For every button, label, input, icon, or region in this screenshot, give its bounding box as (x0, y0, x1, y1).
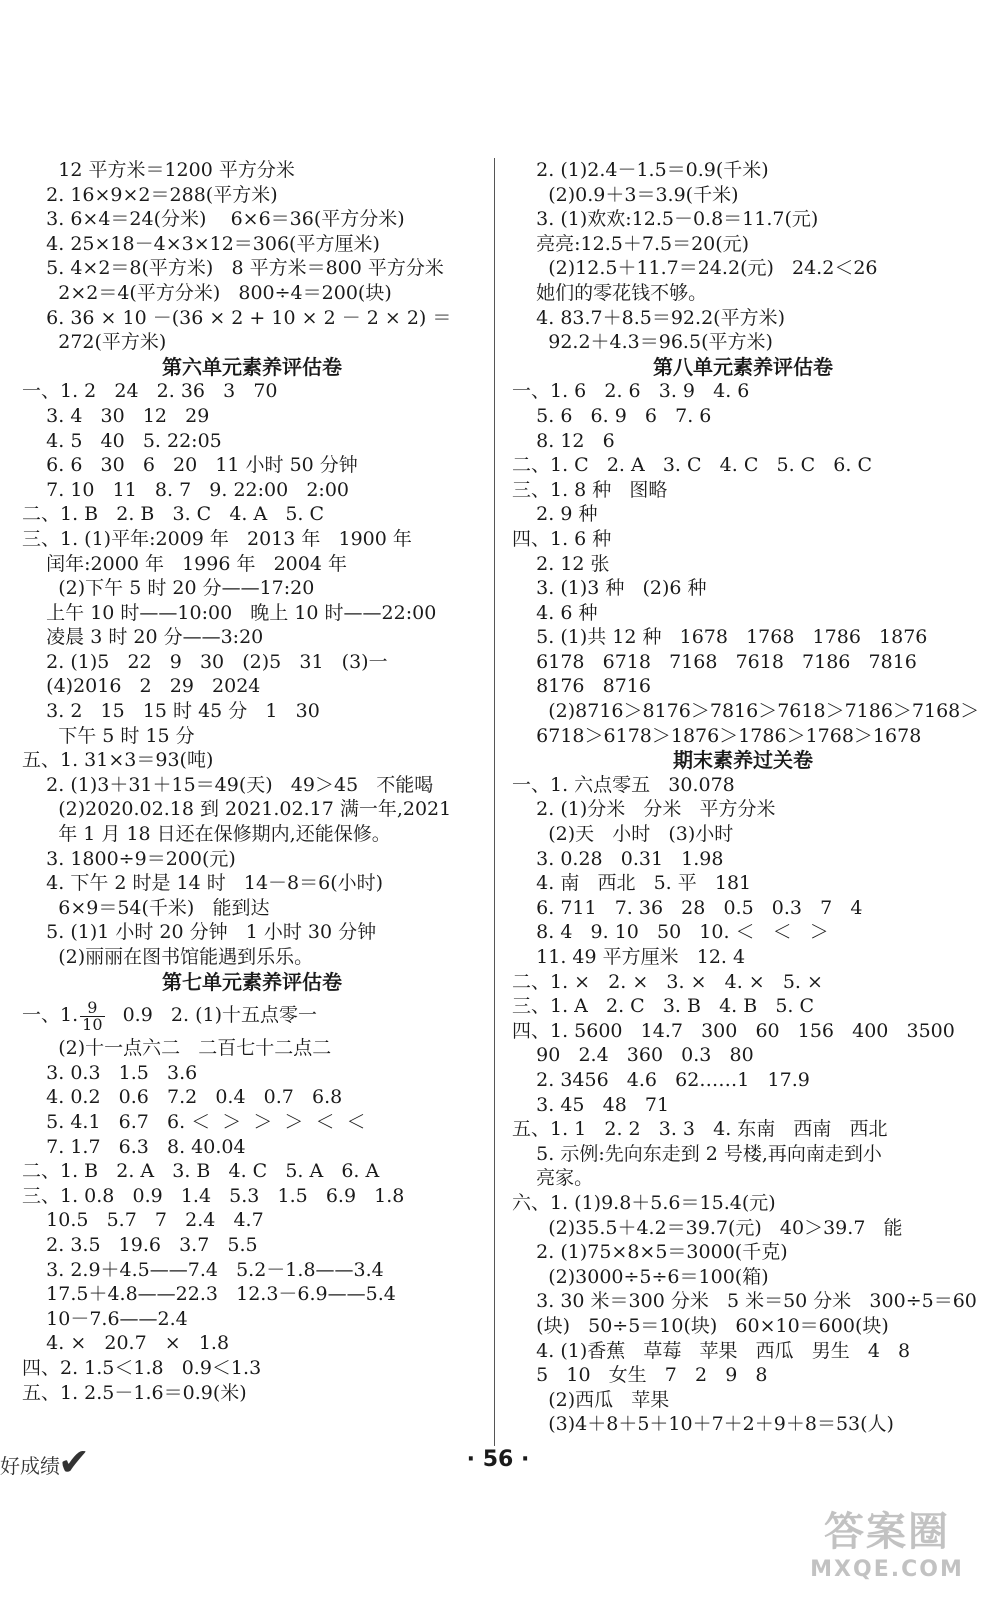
answer-line: 8. 12 6 (512, 429, 615, 452)
fraction-line-suffix: 0.9 2. (1)十五点零一 (110, 1004, 317, 1027)
section-title: 第六单元素养评估卷 (162, 354, 342, 379)
answer-line: (2)8716＞8176＞7816＞7618＞7186＞7168＞ (512, 700, 980, 723)
answer-line: 5. (1)1 小时 20 分钟 1 小时 30 分钟 (22, 921, 377, 944)
watermark-url: MXQE.COM (810, 1557, 964, 1582)
answer-line: 8. 4 9. 10 50 10. ＜ ＜ ＞ (512, 921, 829, 944)
answer-line: 四、1. 5600 14.7 300 60 156 400 3500 (512, 1019, 955, 1042)
answer-line: 3. 6×4＝24(分米) 6×6＝36(平方分米) (22, 208, 405, 231)
section-title: 期末素养过关卷 (673, 748, 813, 773)
answer-line: 5. 6 6. 9 6 7. 6 (512, 404, 712, 427)
page-number: · 56 · (466, 1447, 530, 1472)
answer-line: 2. (1)2.4－1.5＝0.9(千米) (512, 159, 769, 181)
answer-line: 五、1. 31×3＝93(吨) (22, 749, 214, 772)
answer-line: 5. (1)共 12 种 1678 1768 1786 1876 (512, 626, 928, 649)
answer-line: (2)天 小时 (3)小时 (512, 823, 734, 846)
answer-line: 三、1. 8 种 图略 (512, 478, 668, 501)
fraction-line-prefix: 一、1. (22, 1004, 79, 1027)
answer-line: 3. (1)3 种 (2)6 种 (512, 577, 707, 600)
answer-line: 2. (1)5 22 9 30 (2)5 31 (3)一 (22, 650, 388, 673)
answer-line: 4. 6 种 (512, 601, 598, 624)
answer-line: 三、1. A 2. C 3. B 4. B 5. C (512, 995, 815, 1018)
column-divider (494, 158, 495, 1446)
answer-line: 亮亮:12.5＋7.5＝20(元) (512, 232, 750, 255)
answer-line: 5. 示例:先向东走到 2 号楼,再向南走到小 (512, 1142, 882, 1165)
answer-line: 6. 711 7. 36 28 0.5 0.3 7 4 (512, 896, 863, 919)
answer-line: 7. 1.7 6.3 8. 40.04 (22, 1135, 246, 1158)
answer-line: 四、1. 6 种 (512, 527, 612, 550)
answer-line: (2)12.5＋11.7＝24.2(元) 24.2＜26 (512, 257, 878, 280)
answer-line: 11. 49 平方厘米 12. 4 (512, 946, 746, 968)
answer-line: 2×2＝4(平方分米) 800÷4＝200(块) (22, 281, 392, 304)
answer-line: 2. (1)75×8×5＝3000(千克) (512, 1241, 788, 1264)
answer-line: 一、1. 六点零五 30.078 (512, 773, 735, 796)
answer-line: 凌晨 3 时 20 分——3:20 (22, 626, 264, 649)
answer-line: 3. 0.3 1.5 3.6 (22, 1061, 198, 1084)
answer-line: 5. 4×2＝8(平方米) 8 平方米＝800 平方分米 (22, 257, 444, 280)
answer-line: 3. 2.9＋4.5——7.4 5.2－1.8——3.4 (22, 1258, 384, 1281)
answer-line: 年 1 月 18 日还在保修期内,还能保修。 (22, 823, 391, 846)
right-column (512, 158, 980, 1437)
answer-line: 六、1. (1)9.8＋5.6＝15.4(元) (512, 1191, 776, 1214)
answer-line: 272(平方米) (22, 331, 167, 354)
answer-line: 三、1. (1)平年:2009 年 2013 年 1900 年 (22, 527, 412, 550)
answer-line: (2)下午 5 时 20 分——17:20 (22, 577, 315, 600)
answer-line: 4. 下午 2 时是 14 时 14－8＝6(小时) (22, 872, 384, 895)
answer-line: 10.5 5.7 7 2.4 4.7 (22, 1209, 264, 1232)
answer-line: (2)西瓜 苹果 (512, 1388, 670, 1411)
answer-line: 10－7.6——2.4 (22, 1307, 188, 1330)
fraction-denominator: 10 (82, 1014, 103, 1034)
section-title: 第八单元素养评估卷 (653, 354, 833, 379)
answer-line: 3. 4 30 12 29 (22, 404, 210, 427)
section-title: 第七单元素养评估卷 (162, 969, 342, 994)
answer-line: 92.2＋4.3＝96.5(平方米) (512, 331, 773, 354)
answer-line: 12 平方米＝1200 平方分米 (22, 159, 295, 181)
fraction (80, 997, 104, 1034)
answer-line: 4. 25×18－4×3×12＝306(平方厘米) (22, 232, 380, 255)
answer-line: 17.5＋4.8——22.3 12.3－6.9——5.4 (22, 1283, 396, 1306)
answer-line: 四、2. 1.5＜1.8 0.9＜1.3 (22, 1356, 262, 1379)
left-column (22, 158, 482, 1405)
answer-line: 4. 南 西北 5. 平 181 (512, 872, 752, 895)
answer-line: 二、1. C 2. A 3. C 4. C 5. C 6. C (512, 454, 873, 477)
answer-line: 五、1. 2.5－1.6＝0.9(米) (22, 1381, 247, 1404)
answer-line: 3. 1800÷9＝200(元) (22, 847, 236, 870)
answer-line: 2. 3.5 19.6 3.7 5.5 (22, 1233, 258, 1256)
answer-line: 6×9＝54(千米) 能到达 (22, 896, 270, 919)
answer-line: 6718＞6178＞1876＞1786＞1768＞1678 (512, 724, 922, 747)
answer-line: 3. 30 米＝300 分米 5 米＝50 分米 300÷5＝60 (512, 1290, 977, 1313)
answer-line: 二、1. B 2. A 3. B 4. C 5. A 6. A (22, 1160, 380, 1183)
answer-line: 3. 2 15 15 时 45 分 1 30 (22, 700, 320, 723)
answer-line: (2)2020.02.18 到 2021.02.17 满一年,2021 (22, 798, 452, 821)
answer-line: 五、1. 1 2. 2 3. 3 4. 东南 西南 西北 (512, 1118, 888, 1141)
answer-line: 8176 8716 (512, 675, 651, 698)
answer-line: (4)2016 2 29 2024 (22, 675, 261, 698)
fraction-numerator: 9 (80, 1000, 104, 1017)
answer-line: 一、1. 6 2. 6 3. 9 4. 6 (512, 380, 750, 403)
answer-line: 闰年:2000 年 1996 年 2004 年 (22, 552, 347, 575)
answer-line: (2)十一点六二 二百七十二点二 (22, 1037, 332, 1060)
answer-line: (3)4＋8＋5＋10＋7＋2＋9＋8＝53(人) (512, 1413, 894, 1436)
answer-line: 4. × 20.7 × 1.8 (22, 1332, 230, 1355)
answer-line: 下午 5 时 15 分 (22, 724, 195, 747)
answer-line: 6. 36 × 10 －(36 × 2 + 10 × 2 － 2 × 2) ＝ (22, 306, 452, 329)
answer-line: 3. 45 48 71 (512, 1093, 670, 1116)
answer-line: 6178 6718 7168 7618 7186 7816 (512, 650, 917, 673)
answer-line: 2. (1)分米 分米 平方分米 (512, 798, 776, 821)
answer-line: 4. (1)香蕉 草莓 苹果 西瓜 男生 4 8 (512, 1339, 911, 1362)
answer-line: (2)0.9＋3＝3.9(千米) (512, 183, 739, 206)
answer-line: 2. (1)3＋31＋15＝49(天) 49＞45 不能喝 (22, 773, 434, 796)
answer-line: 3. (1)欢欢:12.5－0.8＝11.7(元) (512, 208, 819, 231)
answer-line: 5. 4.1 6.7 6. ＜ ＞ ＞ ＞ ＜ ＜ (22, 1110, 366, 1133)
answer-line: (块) 50÷5＝10(块) 60×10＝600(块) (512, 1314, 889, 1337)
answer-line: 2. 3456 4.6 62……1 17.9 (512, 1068, 810, 1091)
answer-line: 90 2.4 360 0.3 80 (512, 1044, 754, 1067)
answer-line: 三、1. 0.8 0.9 1.4 5.3 1.5 6.9 1.8 (22, 1184, 405, 1207)
answer-line: 4. 0.2 0.6 7.2 0.4 0.7 6.8 (22, 1086, 343, 1109)
answer-line: 3. 0.28 0.31 1.98 (512, 847, 724, 870)
answer-line: (2)35.5＋4.2＝39.7(元) 40＞39.7 能 (512, 1216, 903, 1239)
answer-line: 2. 12 张 (512, 552, 610, 575)
brand-text: 好成绩 (0, 1454, 60, 1478)
answer-line: 4. 5 40 5. 22:05 (22, 429, 222, 452)
answer-line: 一、1. 2 24 2. 36 3 70 (22, 380, 278, 403)
watermark (792, 1500, 982, 1582)
answer-line: 2. 16×9×2＝288(平方米) (22, 183, 278, 206)
answer-line: 6. 6 30 6 20 11 小时 50 分钟 (22, 454, 358, 477)
answer-line: 她们的零花钱不够。 (512, 281, 708, 304)
watermark-logo-text: 答案圈 (824, 1509, 950, 1555)
answer-line: 5 10 女生 7 2 9 8 (512, 1364, 768, 1387)
answer-line: (2)丽丽在图书馆能遇到乐乐。 (22, 946, 314, 968)
answer-line: 7. 10 11 8. 7 9. 22:00 2:00 (22, 478, 349, 501)
answer-line: 4. 83.7＋8.5＝92.2(平方米) (512, 306, 785, 329)
answer-line: 2. 9 种 (512, 503, 598, 526)
answer-line-fraction (22, 994, 482, 1036)
answer-line: 二、1. × 2. × 3. × 4. × 5. × (512, 970, 823, 993)
check-mark-icon: ✔ (58, 1440, 90, 1484)
answer-line: 上午 10 时——10:00 晚上 10 时——22:00 (22, 601, 437, 624)
answer-line: 亮家。 (512, 1167, 594, 1190)
answer-line: 二、1. B 2. B 3. C 4. A 5. C (22, 503, 325, 526)
answer-line: (2)3000÷5÷6＝100(箱) (512, 1265, 769, 1288)
